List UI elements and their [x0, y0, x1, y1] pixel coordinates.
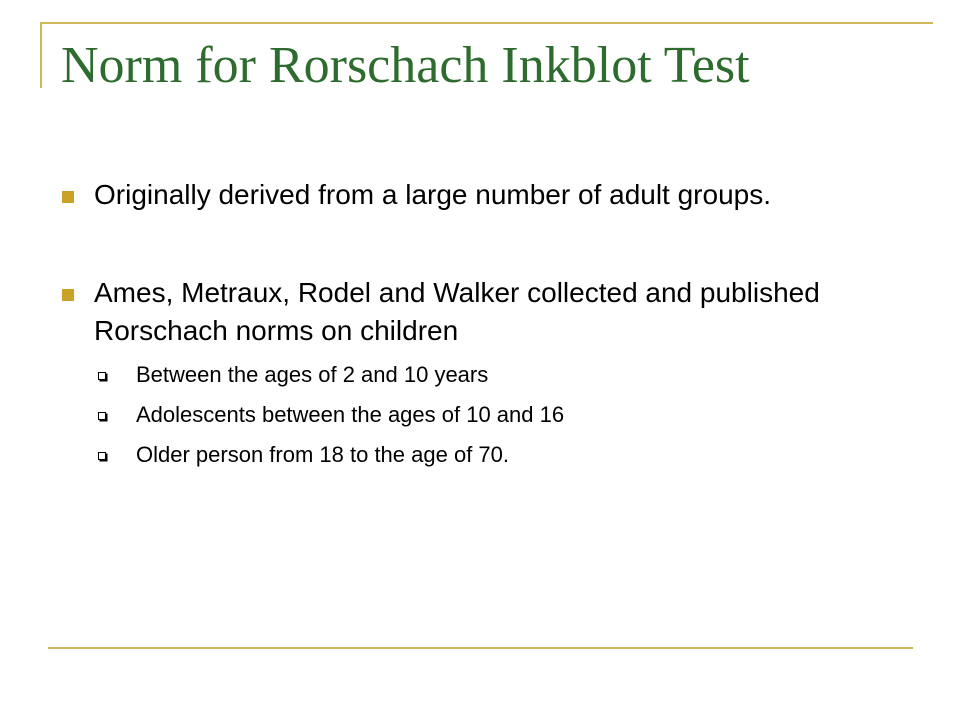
square-bullet-icon: [62, 191, 74, 203]
square-bullet-icon: [62, 289, 74, 301]
top-border-line: [40, 22, 933, 24]
bottom-border-line: [48, 647, 913, 649]
hollow-square-bullet-icon: [98, 372, 106, 380]
sub-bullet-item: [60, 362, 860, 388]
sub-bullet-text: Between the ages of 2 and 10 years: [136, 362, 489, 387]
sub-bullet-item: [60, 442, 860, 468]
bullet-item: [60, 274, 860, 350]
left-border-line: [40, 22, 42, 88]
bullet-item: [60, 176, 860, 214]
bullet-text: Ames, Metraux, Rodel and Walker collected and published Rorschach norms on children: [94, 277, 820, 346]
hollow-square-bullet-icon: [98, 412, 106, 420]
slide-title: Norm for Rorschach Inkblot Test: [61, 37, 750, 94]
slide-content: [60, 176, 860, 482]
bullet-text: Originally derived from a large number of adult groups.: [94, 179, 772, 210]
sub-bullet-text: Adolescents between the ages of 10 and 16: [136, 402, 565, 427]
sub-bullet-text: Older person from 18 to the age of 70.: [136, 442, 510, 467]
hollow-square-bullet-icon: [98, 452, 106, 460]
sub-bullet-list: [60, 362, 860, 468]
sub-bullet-item: [60, 402, 860, 428]
